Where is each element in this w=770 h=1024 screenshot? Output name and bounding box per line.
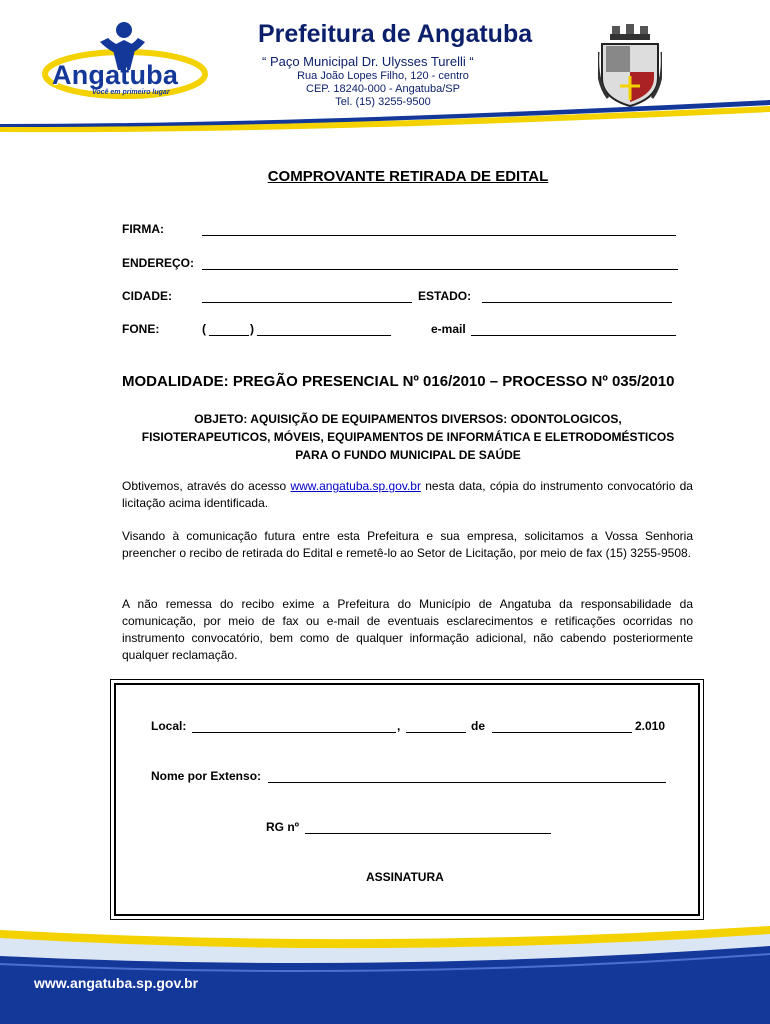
document-title: COMPROVANTE RETIRADA DE EDITAL <box>267 168 549 185</box>
footer-banner <box>0 920 770 1024</box>
rg-label: RG nº <box>266 820 300 834</box>
modalidade-heading: MODALIDADE: PREGÃO PRESENCIAL Nº 016/2010 – PROCESSO Nº 035/2010 <box>122 373 675 390</box>
objeto-block <box>118 410 698 464</box>
rg-line[interactable] <box>305 833 551 834</box>
day-line[interactable] <box>406 732 466 733</box>
paragraph-disclaimer: A não remessa do recibo exime a Prefeitura do Município de Angatuba da responsabilidade da comunicação, por meio de fax ou e-mail de eventuais esclarecimentos e retificações ocorridas no instrumento convocatório, bem como de qualquer informação adicional, não cabendo posteriormente qualquer reclamação. <box>122 597 693 662</box>
header-address-line2: CEP. 18240-000 - Angatuba/SP <box>306 83 460 95</box>
fone-paren-close: ) <box>250 322 254 336</box>
objeto-line2: FISIOTERAPEUTICOS, MÓVEIS, EQUIPAMENTOS DE INFORMÁTICA E ELETRODOMÉSTICOS <box>141 430 675 444</box>
fone-paren-open: ( <box>202 322 206 336</box>
year-label: 2.010 <box>635 719 666 733</box>
header-swoosh <box>0 98 770 134</box>
email-line[interactable] <box>471 335 676 336</box>
local-line[interactable] <box>192 732 396 733</box>
estado-line[interactable] <box>482 302 672 303</box>
assinatura-label: ASSINATURA <box>366 870 444 884</box>
header-phone: Tel. (15) 3255-9500 <box>335 96 431 108</box>
header-title: Prefeitura de Angatuba <box>258 20 533 48</box>
de-label: de <box>471 719 486 733</box>
header-subtitle: “ Paço Municipal Dr. Ulysses Turelli “ <box>262 54 474 69</box>
coat-of-arms-icon <box>598 22 662 108</box>
nome-extenso-line[interactable] <box>268 782 666 783</box>
fone-label: FONE: <box>122 322 160 336</box>
brand-slogan: Você em primeiro lugar <box>92 89 170 96</box>
firma-line[interactable] <box>202 235 676 236</box>
estado-label: ESTADO: <box>418 289 472 303</box>
paragraph-fax-request: Visando à comunicação futura entre esta Prefeitura e sua empresa, solicitamos a Vossa Senhoria preencher o recibo de retirada do Edital e remetê-lo ao Setor de Licitação, por meio de fax (15) 3255-9508. <box>122 529 693 560</box>
endereco-label: ENDEREÇO: <box>122 256 195 270</box>
brand-wordmark: Angatuba <box>52 60 179 90</box>
fone-area-code-line[interactable] <box>209 335 249 336</box>
local-label: Local: <box>151 719 187 733</box>
paragraph-access <box>122 478 693 512</box>
objeto-line1: OBJETO: AQUISIÇÃO DE EQUIPAMENTOS DIVERSOS: ODONTOLOGICOS, <box>194 412 622 426</box>
nome-extenso-label: Nome por Extenso: <box>151 769 262 783</box>
cidade-label: CIDADE: <box>122 289 172 303</box>
endereco-line[interactable] <box>202 269 678 270</box>
firma-label: FIRMA: <box>122 222 164 236</box>
website-link[interactable]: www.angatuba.sp.gov.br <box>290 479 421 493</box>
paragraph-access-before: Obtivemos, através do acesso <box>122 479 287 493</box>
header-address-line1: Rua João Lopes Filho, 120 - centro <box>297 70 469 82</box>
local-comma: , <box>397 719 401 733</box>
month-line[interactable] <box>492 732 632 733</box>
paragraph-access-after: nesta data, cópia do instrumento convocatório da licitação acima identificada. <box>122 479 693 510</box>
footer-url[interactable]: www.angatuba.sp.gov.br <box>34 975 199 991</box>
cidade-line[interactable] <box>202 302 412 303</box>
email-label: e-mail <box>431 322 466 336</box>
objeto-line3: PARA O FUNDO MUNICIPAL DE SAÚDE <box>295 448 521 462</box>
fone-number-line[interactable] <box>257 335 391 336</box>
